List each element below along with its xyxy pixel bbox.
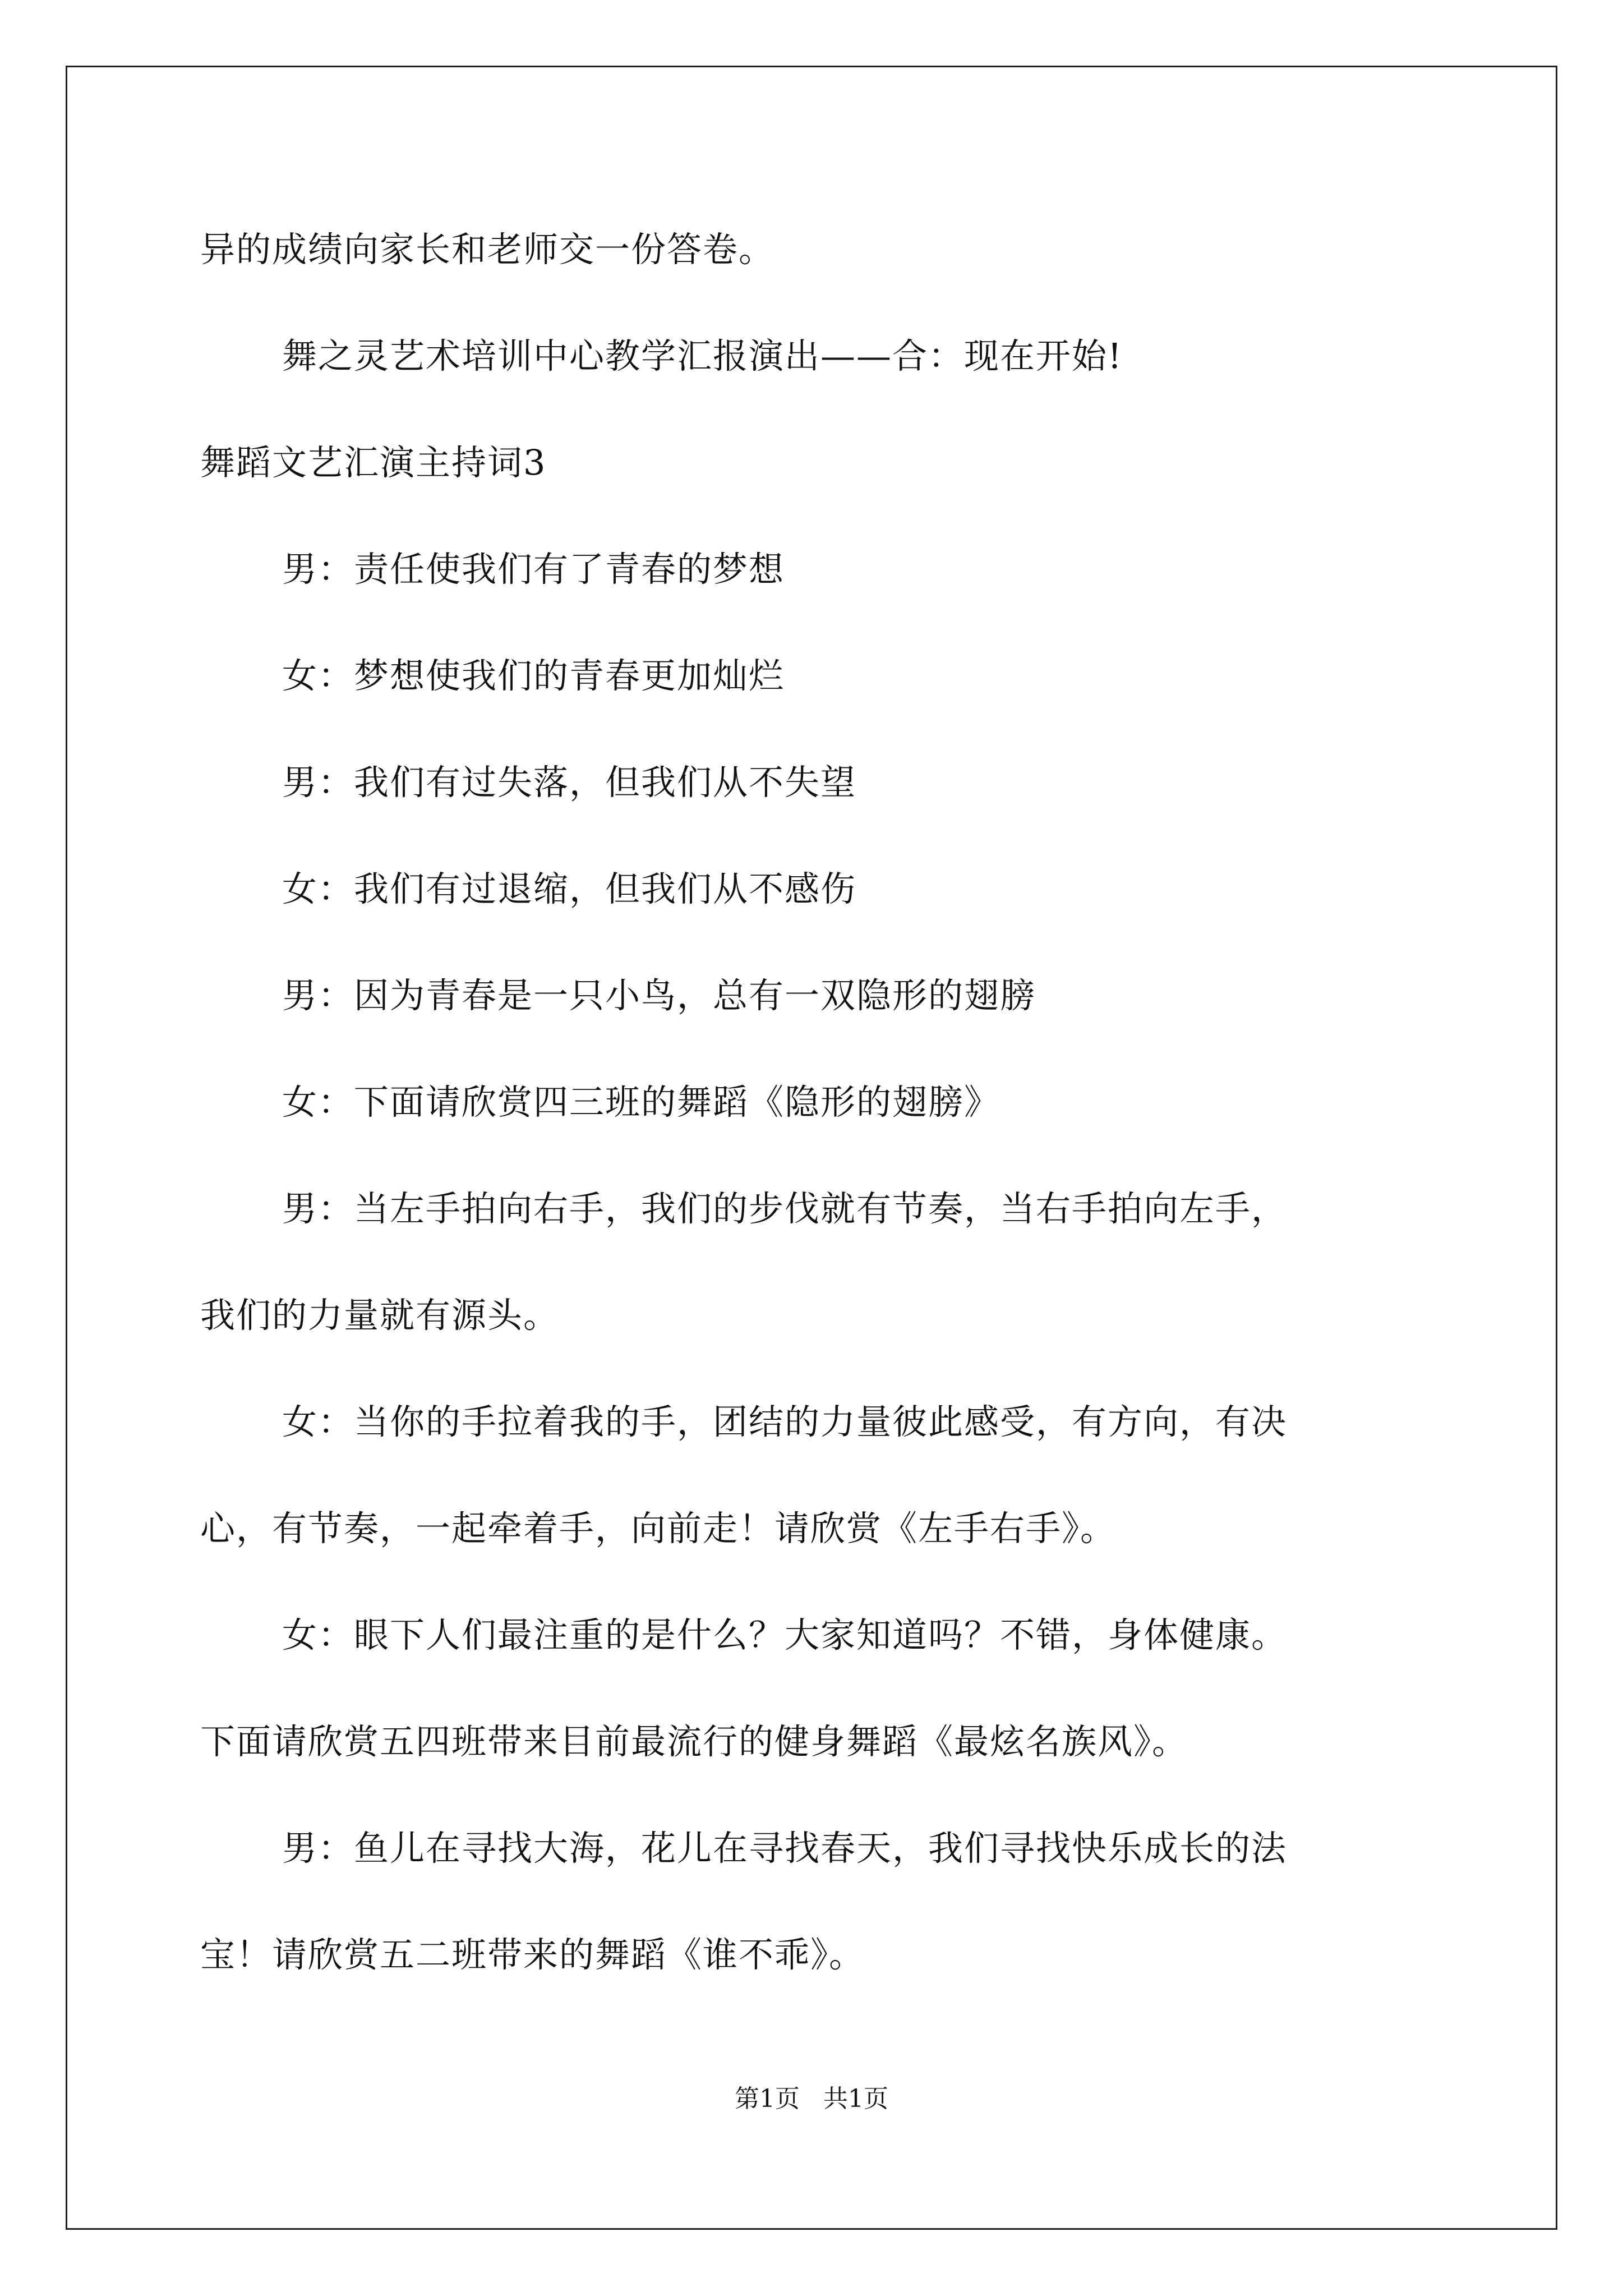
dialogue-line: 宝！请欣赏五二班带来的舞蹈《谁不乖》。 (200, 1934, 865, 1975)
dialogue-line: 女：当你的手拉着我的手，团结的力量彼此感受，有方向，有决 (282, 1401, 1288, 1442)
page-border (66, 66, 1557, 2230)
page-footer: 第1页 共1页 (735, 2085, 888, 2113)
paragraph-line: 舞之灵艺术培训中心教学汇报演出——合：现在开始! (282, 335, 1123, 376)
dialogue-line: 心，有节奏，一起牵着手，向前走！请欣赏《左手右手》。 (200, 1508, 1117, 1549)
dialogue-line: 女：我们有过退缩，但我们从不感伤 (282, 868, 857, 909)
dialogue-line: 男：当左手拍向右手，我们的步伐就有节奏，当右手拍向左手， (282, 1188, 1288, 1229)
dialogue-line: 男：鱼儿在寻找大海，花儿在寻找春天，我们寻找快乐成长的法 (282, 1828, 1288, 1869)
dialogue-line: 男：我们有过失落，但我们从不失望 (282, 762, 857, 803)
dialogue-line: 女：梦想使我们的青春更加灿烂 (282, 655, 785, 696)
dialogue-line: 女：眼下人们最注重的是什么？大家知道吗？不错，身体健康。 (282, 1614, 1288, 1655)
dialogue-line: 男：责任使我们有了青春的梦想 (282, 549, 785, 590)
dialogue-line: 我们的力量就有源头。 (200, 1295, 560, 1336)
dialogue-line: 下面请欣赏五四班带来目前最流行的健身舞蹈《最炫名族风》。 (200, 1721, 1188, 1762)
paragraph-line: 异的成绩向家长和老师交一份答卷。 (200, 229, 775, 270)
dialogue-line: 男：因为青春是一只小鸟，总有一双隐形的翅膀 (282, 975, 1036, 1016)
section-heading: 舞蹈文艺汇演主持词3 (200, 442, 547, 483)
dialogue-line: 女：下面请欣赏四三班的舞蹈《隐形的翅膀》 (282, 1082, 1000, 1122)
